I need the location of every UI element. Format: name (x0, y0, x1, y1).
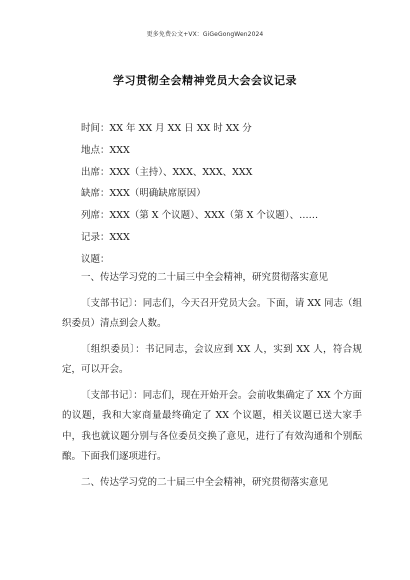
agenda-item-2: 二、传达学习党的二十届三中全会精神，研究贯彻落实意见 (81, 476, 329, 488)
meta-observers: 列席：XXX（第 X 个议题）、XXX（第 X 个议题）、…… (81, 210, 319, 222)
document-title: 学习贯彻全会精神党员大会会议记录 (113, 74, 297, 87)
document-body (62, 268, 362, 498)
meeting-meta (81, 118, 381, 271)
meta-location: 地点：XXX (81, 144, 130, 156)
speech-paragraph: 〔支部书记〕：同志们，现在开始开会。会前收集确定了 XX 个方面的议题，我和大家商量最终确定了 XX 个议题，相关议题已送大家手中，我也就议题分别与各位委员交换了意见，进行了有效沟通和个别酝酿。下面我们逐项进行。 (62, 389, 362, 462)
meta-absentees: 缺席：XXX（明确缺席原因） (81, 188, 206, 200)
meta-recorder: 记录：XXX (81, 231, 130, 243)
meta-agenda-label: 议题： (81, 253, 110, 265)
speech-paragraph: 〔支部书记〕：同志们，今天召开党员大会。下面，请 XX 同志（组织委员）清点到会人数。 (62, 297, 362, 329)
meta-time: 时间：XX 年 XX 月 XX 日 XX 时 XX 分 (81, 123, 252, 134)
speech-paragraph: 〔组织委员〕：书记同志，会议应到 XX 人，实到 XX 人，符合规定，可以开会。 (62, 343, 362, 375)
meta-attendees: 出席：XXX（主持）、XXX、XXX、XXX (81, 166, 253, 178)
agenda-item-1: 一、传达学习党的二十届三中全会精神，研究贯彻落实意见 (81, 272, 329, 283)
header-note: 更多免费公文+VX：GiGeGongWen2024 (146, 31, 264, 38)
